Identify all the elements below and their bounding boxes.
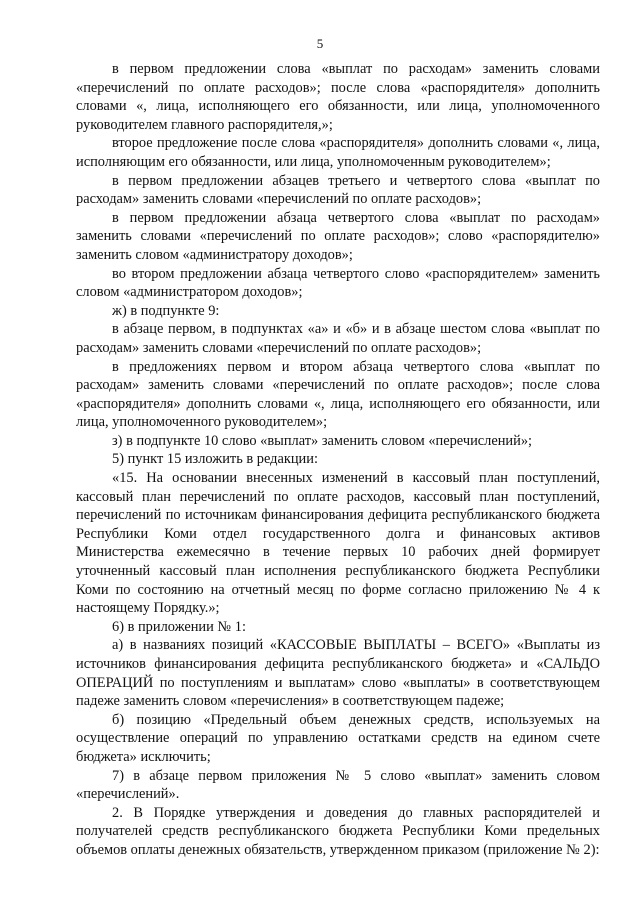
paragraph: б) позицию «Предельный объем денежных средств, используемых на осуществление операций по управлению остатками средств на едином счете бюджета» исключить; xyxy=(76,711,600,765)
paragraph: во втором предложении абзаца четвертого слово «распорядителем» заменить словом «администратором доходов»; xyxy=(76,265,600,301)
subpoint-heading: 5) пункт 15 изложить в редакции: xyxy=(112,451,318,468)
paragraph: в первом предложении абзаца четвертого слова «выплат по расходам» заменить словами «перечислений по оплате расходов»; слово «распорядителю» заменить словом «администратору доходов»; xyxy=(76,209,600,263)
paragraph: 7) в абзаце первом приложения № 5 слово «выплат» заменить словом «перечислений». xyxy=(76,767,600,803)
paragraph: в абзаце первом, в подпунктах «а» и «б» и в абзаце шестом слова «выплат по расходам» заменить словами «перечислений по оплате расходов»; xyxy=(76,321,600,356)
paragraph: второе предложение после слова «распорядителя» дополнить словами «, лица, исполняющим его обязанности, или лица, уполномоченным руководителем»; xyxy=(76,135,600,170)
paragraph: а) в названиях позиций «КАССОВЫЕ ВЫПЛАТЫ – ВСЕГО» «Выплаты из источников финансирования дефицита республиканского бюджета» и «САЛЬДО ОПЕРАЦИЙ по поступлениям и выплатам» слово «выплаты» в соответствующем падеже заменить словом «перечисления» в соответствующем падеже; xyxy=(76,637,600,710)
paragraph: в первом предложении слова «выплат по расходам» заменить словами «перечислений по оплате расходов»; после слова «распорядителя» дополнить словами «, лица, исполняющего его обязанности, или лица, уполномоченного руководителем главного распорядителя,»; xyxy=(76,61,600,133)
document-body xyxy=(76,60,600,860)
quoted-clause: «15. На основании внесенных изменений в кассовый план поступлений, кассовый план перечислений по оплате расходов, кассовый план поступлений, перечислений по источникам финансирования дефицита республиканского бюджета Республики Коми отдел государственного долга и финансовых активов Министерства ежемесячно в течение первых 10 рабочих дней формирует уточненный кассовый план исполнения республиканского бюджета Республики Коми по состоянию на отчетный месяц по форме согласно приложению № 4 к настоящему Порядку.»; xyxy=(76,470,600,617)
paragraph: в первом предложении абзацев третьего и четвертого слова «выплат по расходам» заменить словами «перечислений по оплате расходов»; xyxy=(76,172,600,208)
paragraph: з) в подпункте 10 слово «выплат» заменить словом «перечислений»; xyxy=(112,432,533,449)
paragraph: в предложениях первом и втором абзаца четвертого слова «выплат по расходам» заменить словами «перечислений по оплате расходов»; после слова «распорядителя» дополнить словами «, лица, исполняющего его обязанности, или лица, уполномоченного руководителем»; xyxy=(76,358,600,431)
page-number: 5 xyxy=(316,36,324,51)
subpoint-heading: ж) в подпункте 9: xyxy=(112,302,220,319)
subpoint-heading: 6) в приложении № 1: xyxy=(112,618,246,635)
section-point: 2. В Порядке утверждения и доведения до главных распорядителей и получателей средств республиканского бюджета Республики Коми предельных объемов оплаты денежных обязательств, утвержденном приказом (приложение № 2): xyxy=(76,804,600,858)
